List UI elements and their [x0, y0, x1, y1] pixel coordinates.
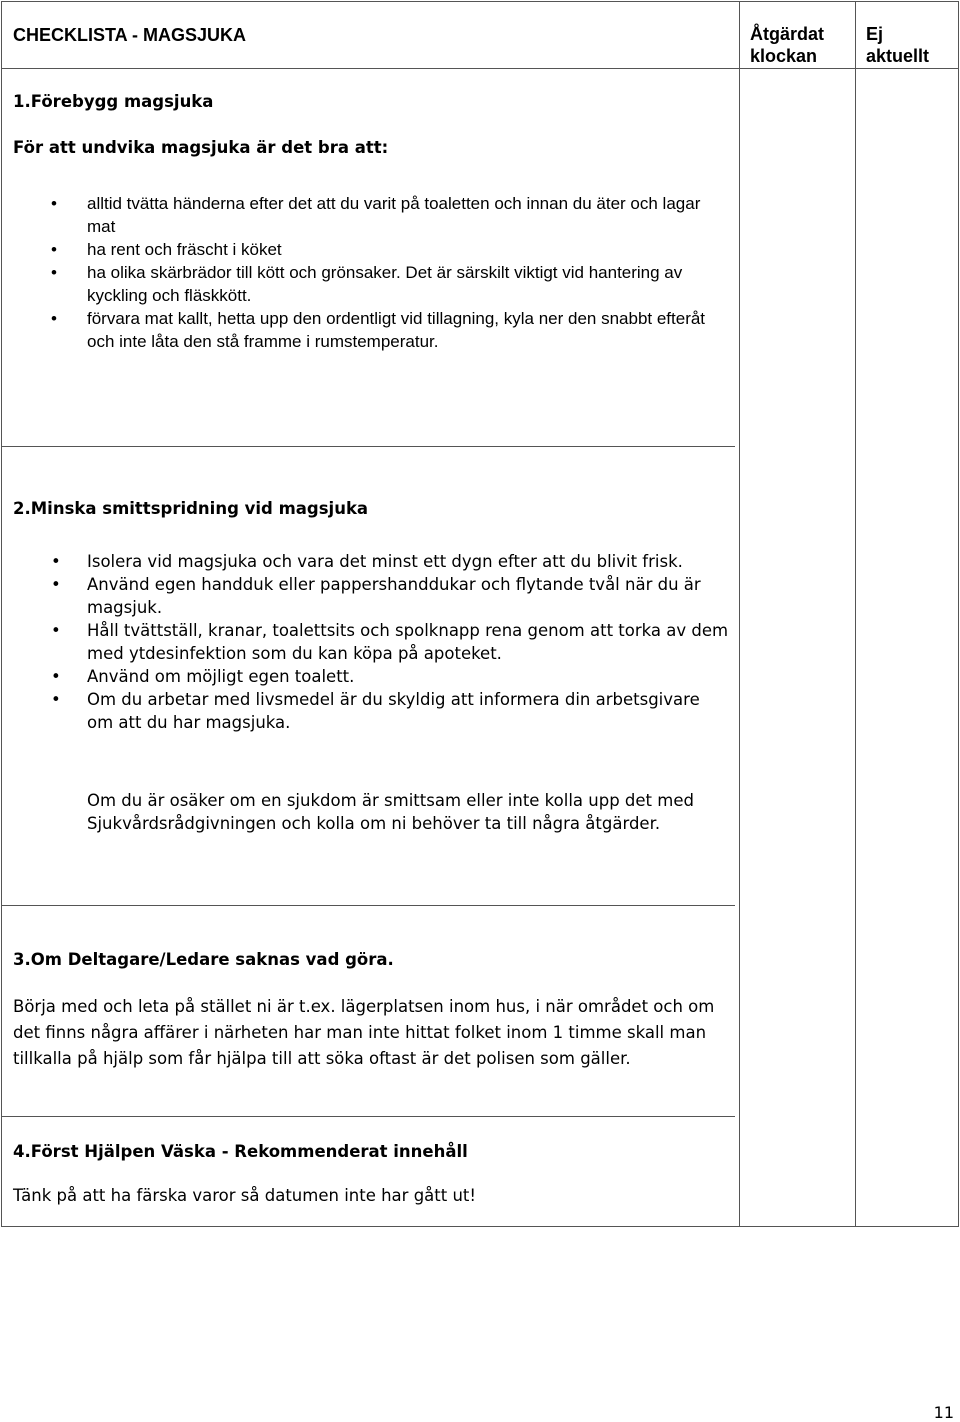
list-item: • alltid tvätta händerna efter det att du varit på toaletten och innan du äter och lagar mat	[13, 192, 731, 238]
column-header-done-line1: Åtgärdat	[750, 24, 825, 44]
section1-intro: För att undvika magsjuka är det bra att:	[13, 138, 389, 157]
section1-list	[13, 192, 731, 353]
column-divider-done	[739, 2, 740, 1226]
column-header-na-line2: aktuellt	[866, 46, 930, 66]
section4-body: Tänk på att ha färska varor så datumen inte har gått ut!	[13, 1186, 477, 1205]
column-header-done-line2: klockan	[750, 46, 818, 66]
checklist-table	[1, 1, 959, 1227]
list-item: • förvara mat kallt, hetta upp den ordentligt vid tillagning, kyla ner den snabbt efteråt och inte låta den stå framme i rumstemperatur.	[13, 307, 731, 353]
section3-divider	[2, 1116, 735, 1117]
section2-heading: 2.Minska smittspridning vid magsjuka	[13, 499, 369, 518]
column-header-na	[866, 23, 929, 67]
section2-note: Om du är osäker om en sjukdom är smittsam eller inte kolla upp det med Sjukvårdsrådgivningen och kolla om ni behöver ta till några åtgärder.	[87, 791, 694, 833]
list-item: • Håll tvättställ, kranar, toalettsits och spolknapp rena genom att torka av dem med ytdesinfektion som du kan köpa på apoteket.	[13, 619, 731, 665]
section2-divider	[2, 905, 735, 906]
list-item: • Om du arbetar med livsmedel är du skyldig att informera din arbetsgivare om att du har magsjuka.	[13, 688, 731, 734]
list-item: • ha rent och fräscht i köket	[13, 238, 731, 261]
page-title: CHECKLISTA - MAGSJUKA	[13, 25, 246, 45]
column-header-na-line1: Ej	[866, 24, 884, 44]
column-divider-na	[855, 2, 856, 1226]
page-number: 11	[933, 1403, 954, 1422]
section2-list	[13, 550, 731, 734]
list-item: • Använd om möjligt egen toalett.	[13, 665, 731, 688]
list-item: • ha olika skärbrädor till kött och grönsaker. Det är särskilt viktigt vid hantering av kyckling och fläskkött.	[13, 261, 731, 307]
section1-divider	[2, 446, 735, 447]
section4-heading: 4.Först Hjälpen Väska - Rekommenderat innehåll	[13, 1142, 468, 1161]
section3-heading: 3.Om Deltagare/Ledare saknas vad göra.	[13, 950, 394, 969]
section3-body: Börja med och leta på stället ni är t.ex. lägerplatsen inom hus, i när området och om det finns några affärer i närheten har man inte hittat folket inom 1 timme skall man tillkalla på hjälp som får hjälpa till att söka oftast är det polisen som gäller.	[13, 997, 715, 1068]
list-item: • Isolera vid magsjuka och vara det minst ett dygn efter att du blivit frisk.	[13, 550, 731, 573]
column-header-done	[750, 23, 824, 67]
list-item: • Använd egen handduk eller pappershanddukar och flytande tvål när du är magsjuk.	[13, 573, 731, 619]
section1-heading: 1.Förebygg magsjuka	[13, 92, 214, 111]
header-divider	[2, 68, 958, 69]
